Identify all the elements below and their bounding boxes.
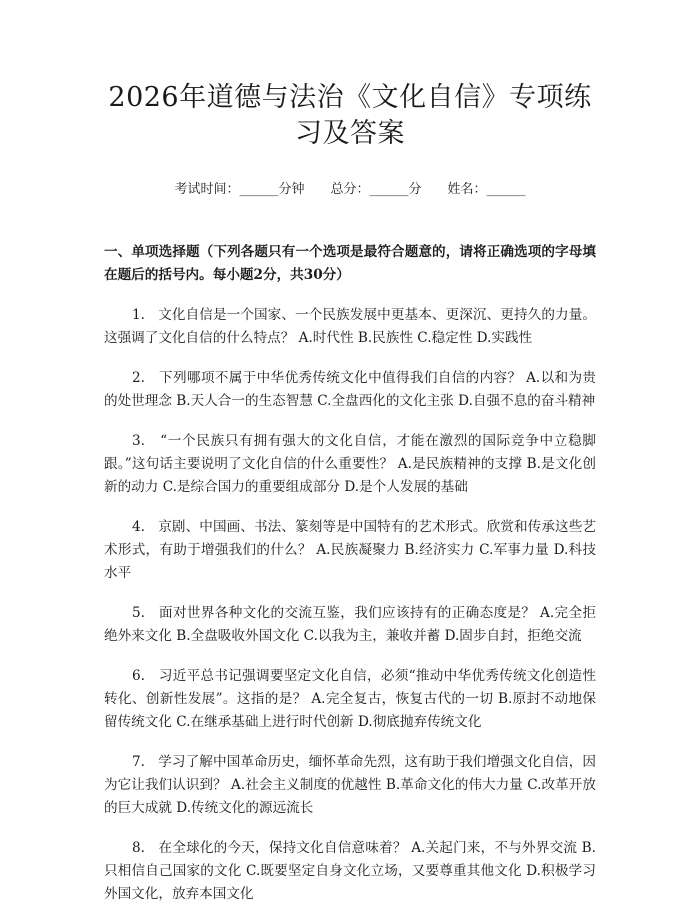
question-text: “一个民族只有拥有强大的文化自信，才能在激烈的国际竞争中立稳脚跟。”这句话主要说明了文化自信的什么重要性？ A.是民族精神的支撑 B.是文化创新的动力 C.是综合国力的重要组成部分 D.是个人发展的基础 bbox=[104, 433, 597, 495]
question-number: 3. bbox=[132, 433, 145, 449]
question-text: 京剧、中国画、书法、篆刻等是中国特有的艺术形式。欣赏和传承这些艺术形式，有助于增强我们的什么？ A.民族凝聚力 B.经济实力 C.军事力量 D.科技水平 bbox=[104, 519, 596, 581]
question-item bbox=[104, 751, 596, 820]
exam-total-score: 总分：______分 bbox=[330, 182, 422, 197]
document-title: 2026年道德与法治《文化自信》专项练习及答案 bbox=[108, 82, 592, 149]
question-item bbox=[104, 367, 596, 413]
question-list bbox=[104, 304, 596, 906]
exam-name: 姓名：______ bbox=[447, 182, 526, 197]
question-text: 面对世界各种文化的交流互鉴，我们应该持有的正确态度是？ A.完全拒绝外来文化 B.全盘吸收外国文化 C.以我为主，兼收并蓄 D.固步自封，拒绝交流 bbox=[104, 605, 596, 644]
question-text: 在全球化的今天，保持文化自信意味着？ A.关起门来，不与外界交流 B.只相信自己国家的文化 C.既要坚定自身文化立场，又要尊重其他文化 D.积极学习外国文化，放弃本国文化 bbox=[104, 840, 596, 902]
question-item bbox=[104, 602, 596, 648]
question-number: 2. bbox=[132, 370, 145, 386]
question-number: 6. bbox=[132, 668, 145, 684]
question-text: 习近平总书记强调要坚定文化自信，必须“推动中华优秀传统文化创造性转化、创新性发展”。这指的是？ A.完全复古，恢复古代的一切 B.原封不动地保留传统文化 C.在继承基础上进行时代创新 D.彻底抛弃传统文化 bbox=[104, 668, 596, 730]
question-number: 1. bbox=[132, 307, 145, 323]
question-number: 8. bbox=[132, 840, 145, 856]
question-item bbox=[104, 837, 596, 906]
exam-meta bbox=[104, 181, 596, 199]
question-item bbox=[104, 430, 596, 499]
question-item bbox=[104, 665, 596, 734]
question-text: 文化自信是一个国家、一个民族发展中更基本、更深沉、更持久的力量。这强调了文化自信的什么特点？ A.时代性 B.民族性 C.稳定性 D.实践性 bbox=[104, 307, 596, 346]
exam-time: 考试时间：______分钟 bbox=[174, 182, 305, 197]
question-text: 下列哪项不属于中华优秀传统文化中值得我们自信的内容？ A.以和为贵的处世理念 B.天人合一的生态智慧 C.全盘西化的文化主张 D.自强不息的奋斗精神 bbox=[104, 370, 596, 409]
question-number: 5. bbox=[132, 605, 145, 621]
question-number: 4. bbox=[132, 519, 145, 535]
question-item bbox=[104, 516, 596, 585]
question-item bbox=[104, 304, 596, 350]
section-heading-single-choice: 一、单项选择题（下列各题只有一个选项是最符合题意的，请将正确选项的字母填在题后的括号内。每小题2分，共30分） bbox=[104, 244, 596, 283]
question-number: 7. bbox=[132, 754, 145, 770]
question-text: 学习了解中国革命历史，缅怀革命先烈，这有助于我们增强文化自信，因为它让我们认识到？ A.社会主义制度的优越性 B.革命文化的伟大力量 C.改革开放的巨大成就 D.传统文化的源远流长 bbox=[104, 754, 596, 816]
